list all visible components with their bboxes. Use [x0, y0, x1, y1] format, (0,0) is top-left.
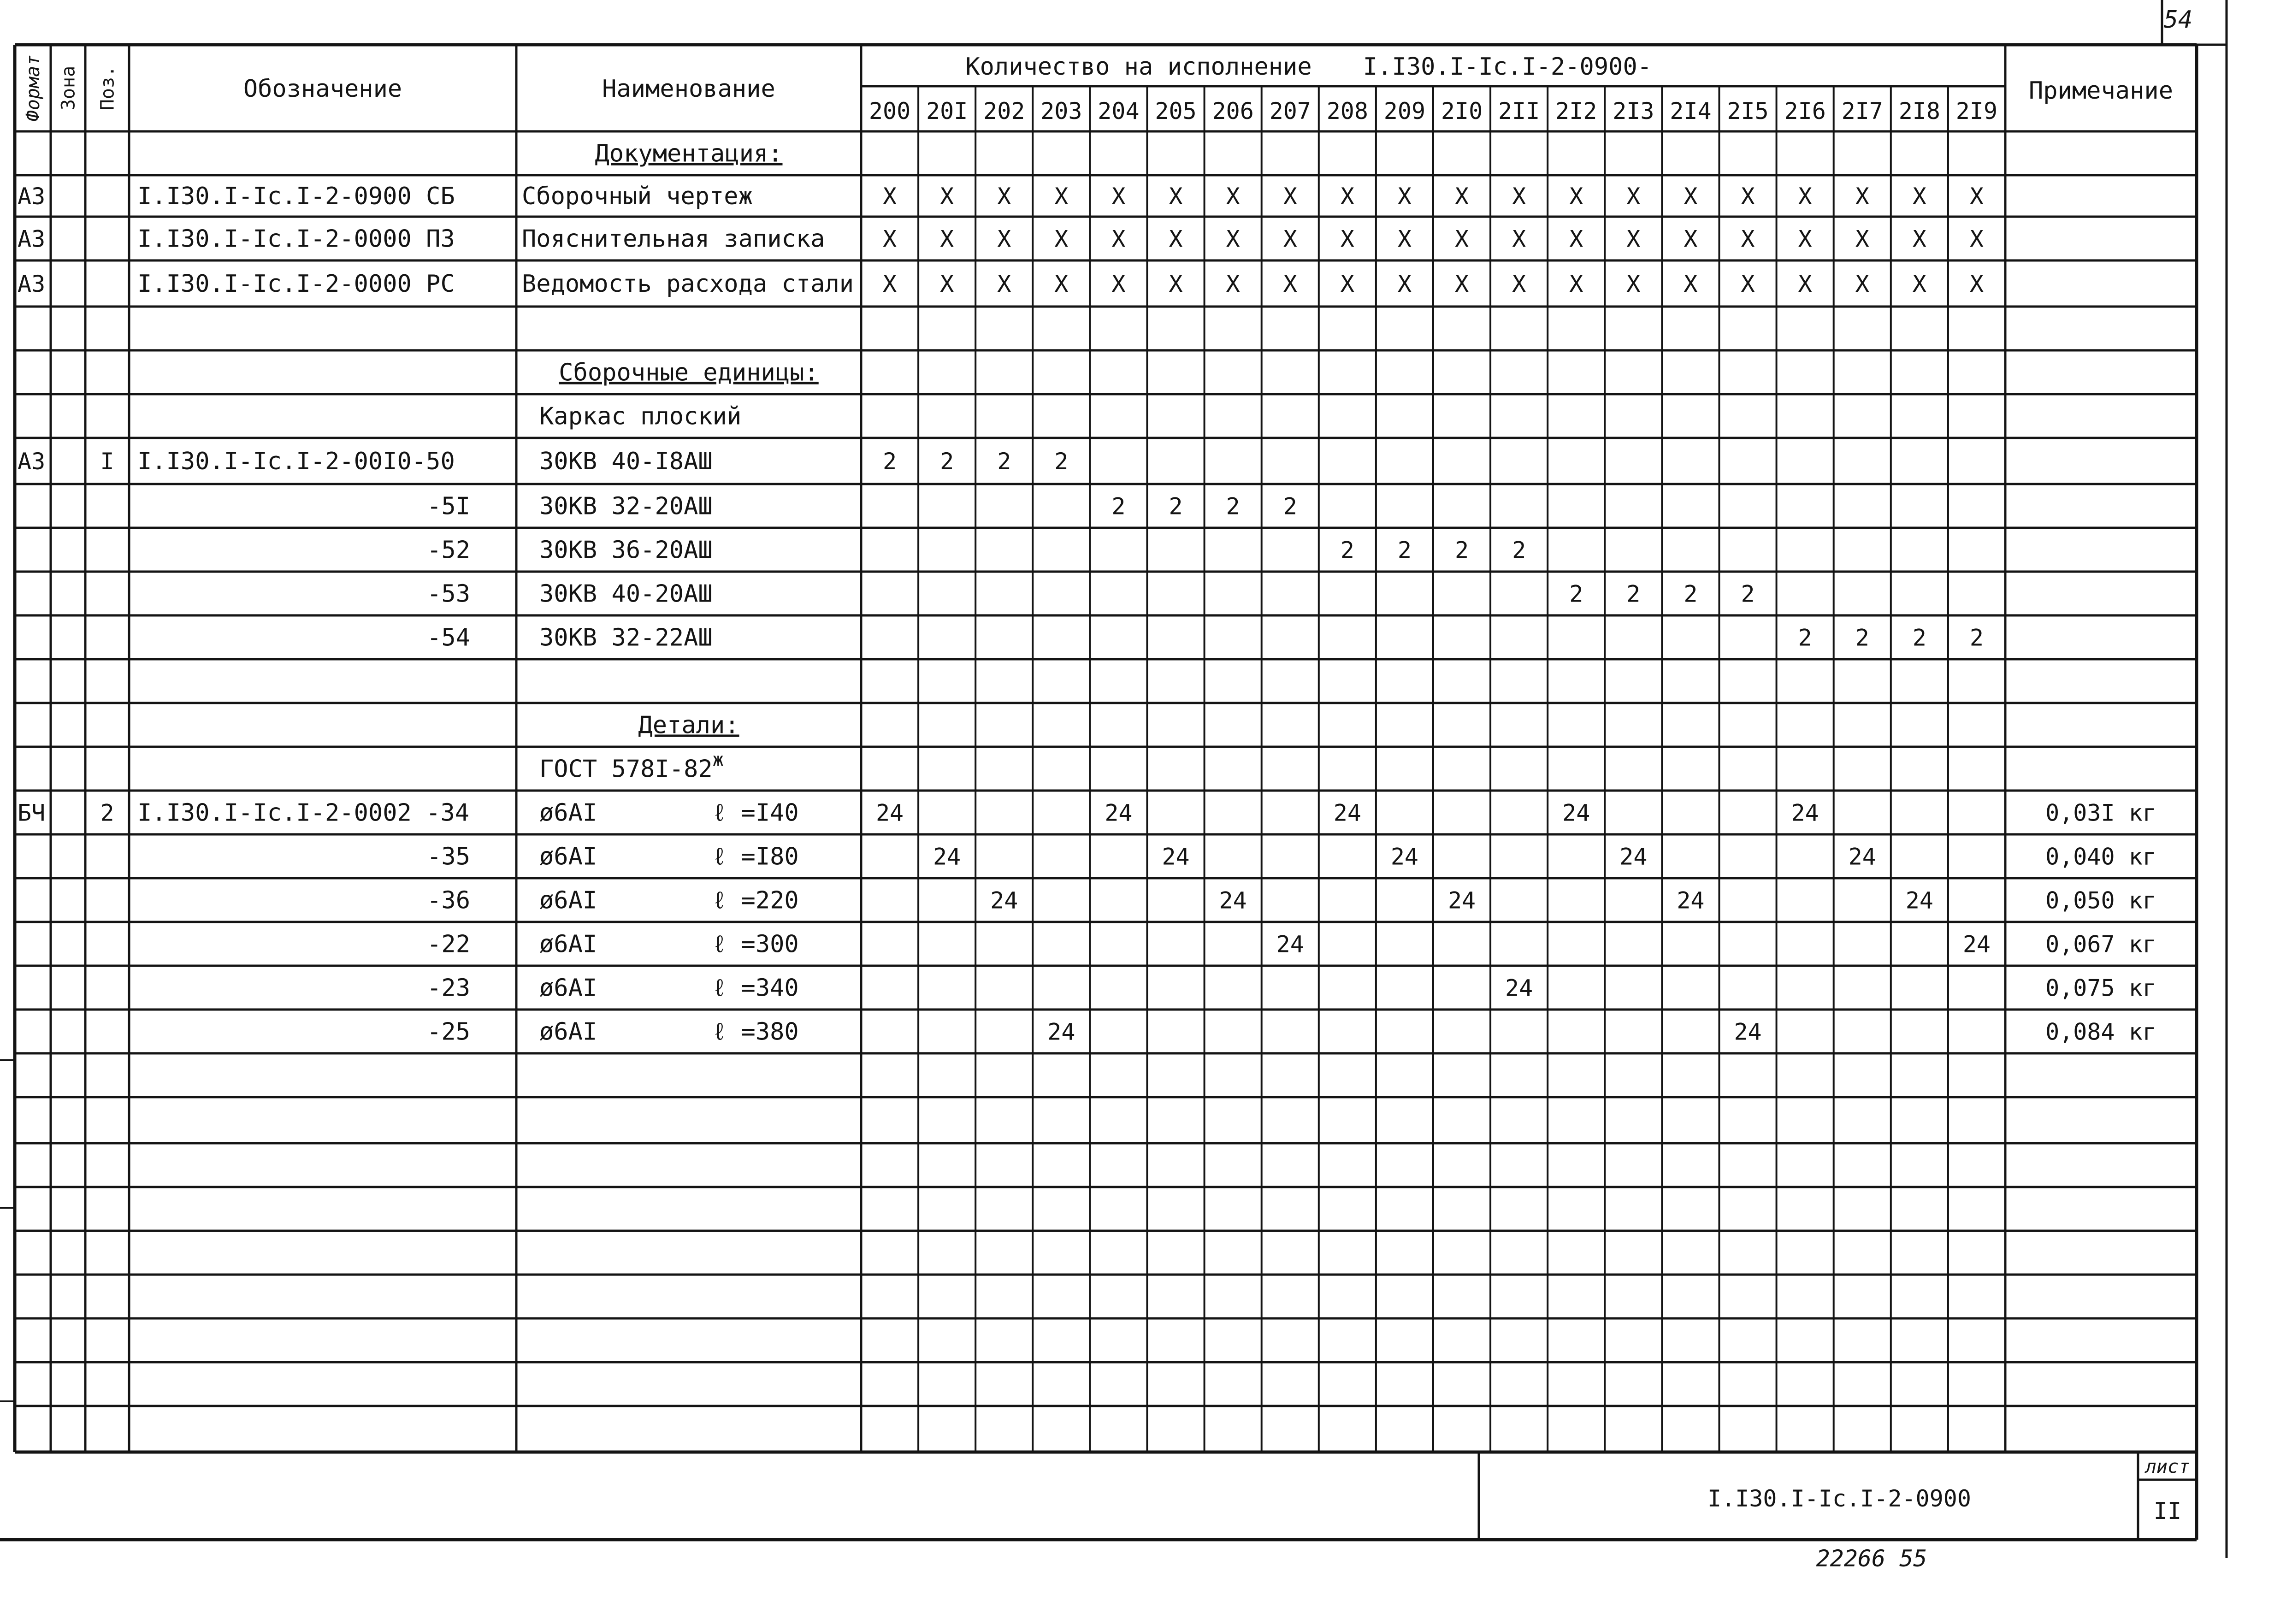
cell-format: А3 — [18, 448, 46, 475]
qty-cell: X — [1912, 225, 1926, 253]
table-row — [638, 712, 739, 739]
qty-cell: X — [997, 225, 1011, 253]
qty-cell: X — [1741, 271, 1755, 297]
qty-cell: 24 — [990, 887, 1018, 914]
qty-cell: 24 — [1162, 843, 1190, 870]
qty-cell: X — [1340, 183, 1354, 210]
table-row — [427, 843, 2156, 871]
header-variant-19: 2I9 — [1955, 98, 1998, 124]
cell-designation: I.I30.I-Ic.I-2-0900 СБ — [137, 183, 455, 210]
qty-cell: 2 — [997, 448, 1011, 475]
qty-cell: X — [1226, 225, 1240, 253]
qty-cell: 24 — [1276, 931, 1304, 958]
cell-length: ℓ =220 — [712, 886, 799, 915]
qty-cell: X — [940, 271, 954, 297]
cell-format: А3 — [18, 225, 46, 253]
qty-cell: X — [1798, 183, 1812, 210]
header-variant-12: 2I2 — [1555, 98, 1597, 124]
qty-cell: 24 — [1619, 843, 1648, 870]
qty-cell: 2 — [1569, 580, 1583, 608]
qty-cell: 2 — [1512, 537, 1526, 564]
qty-cell: X — [1340, 225, 1354, 253]
table-row — [539, 750, 724, 783]
qty-cell: 24 — [1105, 799, 1133, 827]
qty-cell: 2 — [1283, 493, 1297, 520]
header-qty-title: Количество на исполнение — [965, 53, 1312, 81]
qty-cell: X — [1741, 183, 1755, 210]
header-variant-13: 2I3 — [1613, 98, 1654, 124]
qty-cell: 24 — [1219, 887, 1247, 914]
qty-cell: 24 — [1562, 799, 1590, 827]
qty-cell: X — [1626, 183, 1641, 210]
qty-cell: X — [1397, 183, 1412, 210]
qty-cell: X — [882, 225, 897, 253]
qty-cell: 2 — [1626, 580, 1641, 608]
header-note: Примечание — [2028, 77, 2174, 105]
cell-name: 30КВ 32-20АШ — [539, 492, 713, 520]
qty-cell: X — [1512, 225, 1526, 253]
cell-note: 0,050 кг — [2045, 887, 2156, 914]
qty-cell: X — [1969, 271, 1984, 297]
cell-designation: I.I30.I-Ic.I-2-0002 -34 — [137, 799, 470, 827]
qty-cell: 2 — [1798, 624, 1812, 651]
cell-pos: 2 — [100, 799, 114, 827]
cell-length: ℓ =340 — [712, 974, 799, 1002]
qty-cell: X — [1454, 271, 1469, 297]
section-heading: Сборочные единицы: — [559, 359, 819, 387]
qty-cell: X — [1169, 183, 1183, 210]
header-variant-10: 2I0 — [1441, 98, 1483, 124]
cell-name: Ведомость расхода стали — [522, 270, 854, 298]
cell-name: 30КВ 40-20АШ — [539, 580, 713, 608]
cell-pos: I — [100, 448, 114, 475]
qty-cell: X — [1969, 183, 1984, 210]
qty-cell: X — [1283, 183, 1297, 210]
stamp-doc-code: I.I30.I-Ic.I-2-0900 — [1707, 1485, 1971, 1512]
header-variant-8: 208 — [1326, 98, 1369, 124]
table-row — [427, 887, 2156, 915]
qty-cell: 24 — [1677, 887, 1705, 914]
qty-cell: X — [1855, 271, 1869, 297]
qty-cell: X — [1741, 225, 1755, 253]
cell-format: А3 — [18, 183, 46, 210]
qty-cell: X — [1684, 183, 1698, 210]
sheet-corner-number: 54 — [2163, 6, 2193, 34]
header-variant-18: 2I8 — [1898, 98, 1941, 124]
cell-designation: -23 — [427, 974, 470, 1002]
cell-name: 30КВ 32-22АШ — [539, 624, 713, 652]
qty-cell: 2 — [1054, 448, 1069, 475]
qty-cell: X — [1684, 225, 1698, 253]
qty-cell: X — [1512, 271, 1526, 297]
cell-name: ø6АI — [539, 974, 597, 1002]
cell-designation: -36 — [427, 886, 470, 915]
cell-length: ℓ =300 — [712, 930, 799, 958]
qty-cell: X — [1111, 271, 1126, 297]
cell-note: 0,084 кг — [2045, 1018, 2156, 1045]
qty-cell: 2 — [1397, 537, 1412, 564]
header-pos: Поз. — [97, 65, 118, 111]
qty-cell: X — [940, 183, 954, 210]
stamp-sheet-label: лист — [2145, 1456, 2190, 1477]
qty-cell: 24 — [1848, 843, 1876, 870]
header-variant-9: 209 — [1383, 98, 1426, 124]
cell-designation: I.I30.I-Ic.I-2-0000 ПЗ — [137, 225, 455, 253]
qty-cell: 2 — [1912, 624, 1926, 651]
qty-cell: X — [882, 271, 897, 297]
cell-name: Каркас плоский — [539, 402, 742, 431]
table-row — [427, 974, 2156, 1002]
qty-cell: 2 — [882, 448, 897, 475]
table-row — [18, 448, 1068, 475]
cell-designation: -52 — [427, 536, 470, 564]
qty-cell: 24 — [875, 799, 904, 827]
cell-designation: I.I30.I-Ic.I-2-00I0-50 — [137, 448, 455, 475]
qty-cell: X — [1684, 271, 1698, 297]
qty-cell: X — [997, 271, 1011, 297]
qty-cell: 2 — [1169, 493, 1183, 520]
qty-cell: 2 — [940, 448, 954, 475]
qty-cell: X — [882, 183, 897, 210]
cell-note: 0,040 кг — [2045, 843, 2156, 870]
cell-name: 30КВ 36-20АШ — [539, 536, 713, 564]
table-row — [559, 359, 819, 387]
name-superscript: ж — [712, 749, 724, 771]
qty-cell: 24 — [1333, 799, 1361, 827]
cell-format: БЧ — [18, 799, 46, 827]
qty-cell: 24 — [1734, 1018, 1762, 1045]
table-row — [18, 225, 1984, 253]
qty-cell: 2 — [1741, 580, 1755, 608]
header-qty-code: I.I30.I-Ic.I-2-0900- — [1363, 53, 1652, 81]
cell-name: ø6АI — [539, 930, 597, 958]
cell-note: 0,067 кг — [2045, 931, 2156, 958]
qty-cell: X — [1397, 225, 1412, 253]
qty-cell: X — [1397, 271, 1412, 297]
cell-designation: -5I — [427, 492, 470, 520]
bottom-footnote: 22266 55 — [1816, 1545, 1927, 1572]
qty-cell: X — [1054, 271, 1069, 297]
qty-cell: X — [1626, 271, 1641, 297]
table-row — [18, 270, 1984, 298]
qty-cell: 2 — [1226, 493, 1240, 520]
qty-cell: X — [1798, 225, 1812, 253]
header-variant-15: 2I5 — [1727, 98, 1769, 124]
cell-name: ГОСТ $578I-82^ж$ — [539, 749, 724, 783]
header-name: Наименование — [602, 75, 775, 103]
header-variant-6: 206 — [1212, 98, 1254, 124]
qty-cell: X — [1111, 183, 1126, 210]
qty-cell: 24 — [1390, 843, 1419, 870]
qty-cell: 24 — [1505, 974, 1533, 1002]
qty-cell: X — [1798, 271, 1812, 297]
table-row — [18, 799, 2156, 827]
qty-cell: X — [1283, 271, 1297, 297]
cell-name: ø6АI — [539, 799, 597, 827]
stamp-sheet-number: II — [2153, 1498, 2182, 1524]
section-heading: Документация: — [595, 140, 783, 168]
cell-note: 0,03I кг — [2045, 799, 2156, 827]
header-variant-0: 200 — [868, 98, 911, 124]
qty-cell: 2 — [1111, 493, 1126, 520]
cell-name: ø6АI — [539, 1018, 597, 1046]
qty-cell: 2 — [1969, 624, 1984, 651]
cell-designation: -53 — [427, 580, 470, 608]
qty-cell: X — [1855, 225, 1869, 253]
header-variant-2: 202 — [983, 98, 1025, 124]
table-row — [595, 140, 783, 168]
header-variant-11: 2II — [1498, 98, 1540, 124]
cell-designation: -22 — [427, 930, 470, 958]
qty-cell: X — [1054, 183, 1069, 210]
qty-cell: X — [1283, 225, 1297, 253]
header-variant-3: 203 — [1040, 98, 1082, 124]
cell-name: Пояснительная записка — [522, 225, 825, 253]
qty-cell: X — [1226, 183, 1240, 210]
cell-format: А3 — [18, 271, 46, 297]
qty-cell: X — [1912, 183, 1926, 210]
qty-cell: X — [997, 183, 1011, 210]
table-body — [18, 140, 2156, 1046]
qty-cell: 24 — [1047, 1018, 1075, 1045]
qty-cell: X — [1111, 225, 1126, 253]
cell-designation: -25 — [427, 1018, 470, 1046]
header-variant-4: 204 — [1098, 98, 1140, 124]
qty-cell: X — [1855, 183, 1869, 210]
qty-cell: X — [1912, 271, 1926, 297]
qty-cell: X — [1569, 271, 1583, 297]
cell-name: ø6АI — [539, 886, 597, 915]
qty-cell: 24 — [1791, 799, 1819, 827]
header-zone: Зона — [58, 65, 79, 111]
cell-designation: -35 — [427, 843, 470, 871]
cell-length: ℓ =I40 — [712, 799, 799, 827]
table-row — [18, 183, 1984, 210]
cell-name: 30КВ 40-I8АШ — [539, 448, 713, 475]
table-row — [539, 403, 741, 431]
cell-name: Сборочный чертеж — [522, 183, 753, 210]
cell-length: ℓ =380 — [712, 1018, 799, 1046]
qty-cell: X — [1340, 271, 1354, 297]
cell-length: ℓ =I80 — [712, 843, 799, 871]
qty-cell: X — [1454, 183, 1469, 210]
qty-cell: X — [1569, 225, 1583, 253]
qty-cell: 2 — [1340, 537, 1354, 564]
header-designation: Обозначение — [243, 75, 402, 103]
cell-designation: -54 — [427, 624, 470, 652]
section-heading: Детали: — [638, 711, 739, 739]
qty-cell: 2 — [1454, 537, 1469, 564]
table-header — [23, 53, 2173, 124]
header-variant-14: 2I4 — [1670, 98, 1712, 124]
qty-cell: 2 — [1855, 624, 1869, 651]
qty-cell: X — [1969, 225, 1984, 253]
table-grid — [15, 45, 2197, 1452]
qty-cell: 24 — [1962, 931, 1991, 958]
qty-cell: X — [1569, 183, 1583, 210]
header-format: Формат — [23, 54, 44, 122]
table-row — [427, 931, 2156, 958]
qty-cell: X — [1169, 271, 1183, 297]
header-variant-16: 2I6 — [1784, 98, 1826, 124]
header-variant-17: 2I7 — [1841, 98, 1883, 124]
header-variant-5: 205 — [1155, 98, 1197, 124]
qty-cell: X — [1169, 225, 1183, 253]
qty-cell: 24 — [1905, 887, 1933, 914]
header-variant-1: 20I — [926, 98, 968, 124]
header-variant-7: 207 — [1269, 98, 1311, 124]
qty-cell: X — [1054, 225, 1069, 253]
qty-cell: 24 — [1447, 887, 1476, 914]
qty-cell: 24 — [933, 843, 961, 870]
qty-cell: X — [1512, 183, 1526, 210]
qty-cell: X — [1454, 225, 1469, 253]
cell-name: ø6АI — [539, 843, 597, 871]
qty-cell: 2 — [1684, 580, 1698, 608]
qty-cell: X — [1226, 271, 1240, 297]
table-row — [427, 1018, 2156, 1046]
qty-cell: X — [940, 225, 954, 253]
cell-designation: I.I30.I-Ic.I-2-0000 РС — [137, 270, 455, 298]
qty-cell: X — [1626, 225, 1641, 253]
cell-note: 0,075 кг — [2045, 974, 2156, 1002]
